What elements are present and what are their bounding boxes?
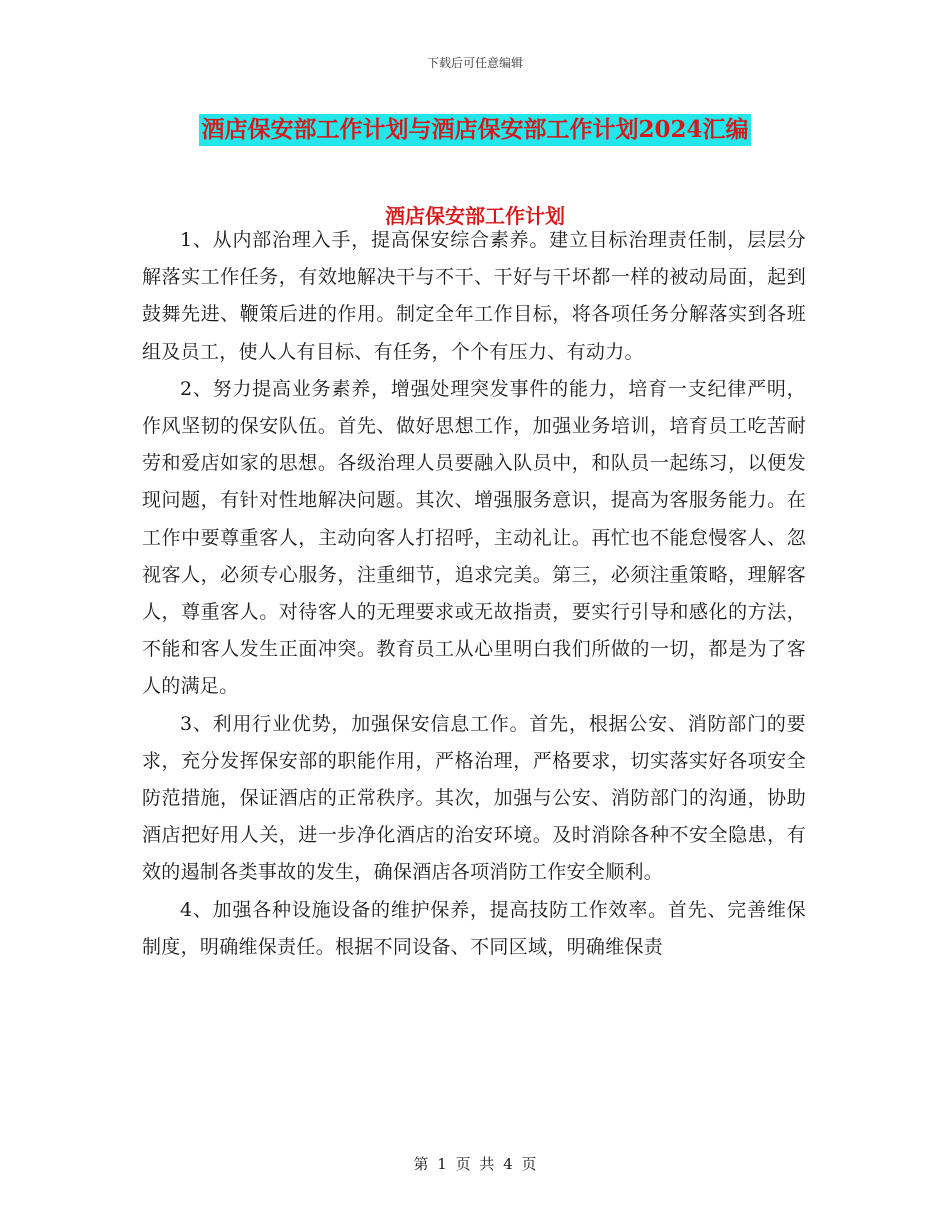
page-header-note: 下载后可任意编辑 [426, 56, 523, 70]
paragraph-1: 1、从内部治理入手，提高保安综合素养。建立目标治理责任制，层层分解落实工作任务，有效地解决干与不干、干好与干坏都一样的被动局面，起到鼓舞先进、鞭策后进的作用。制定全年工作目标，将各项任务分解落实到各班组及员工，使人人有目标、有任务，个个有压力、有动力。 [142, 229, 806, 363]
paragraph-3: 3、利用行业优势，加强保安信息工作。首先，根据公安、消防部门的要求，充分发挥保安部的职能作用，严格治理，严格要求，切实落实好各项安全防范措施，保证酒店的正常秩序。其次，加强与公安、消防部门的沟通，协助酒店把好用人关，进一步净化酒店的治安环境。及时消除各种不安全隐患，有效的遏制各类事故的发生，确保酒店各项消防工作安全顺利。 [142, 712, 806, 884]
paragraph-2: 2、努力提高业务素养，增强处理突发事件的能力，培育一支纪律严明，作风坚韧的保安队伍。首先、做好思想工作，加强业务培训，培育员工吃苦耐劳和爱店如家的思想。各级治理人员要融入队员中，和队员一起练习，以便发现问题，有针对性地解决问题。其次、增强服务意识，提高为客服务能力。在工作中要尊重客人，主动向客人打招呼，主动礼让。再忙也不能怠慢客人、忽视客人，必须专心服务，注重细节，追求完美。第三，必须注重策略，理解客人，尊重客人。对待客人的无理要求或无故指责，要实行引导和感化的方法，不能和客人发生正面冲突。教育员工从心里明白我们所做的一切，都是为了客人的满足。 [142, 377, 806, 698]
document-title: 酒店保安部工作计划与酒店保安部工作计划2024汇编 [199, 114, 750, 146]
paragraph-4: 4、加强各种设施设备的维护保养，提高技防工作效率。首先、完善维保制度，明确维保责任。根据不同设备、不同区域，明确维保责 [142, 898, 806, 958]
document-body [142, 222, 806, 966]
page-number-footer: 第 1 页 共 4 页 [413, 1155, 537, 1173]
section-title: 酒店保安部工作计划 [385, 204, 565, 228]
document-title-container [0, 114, 950, 146]
